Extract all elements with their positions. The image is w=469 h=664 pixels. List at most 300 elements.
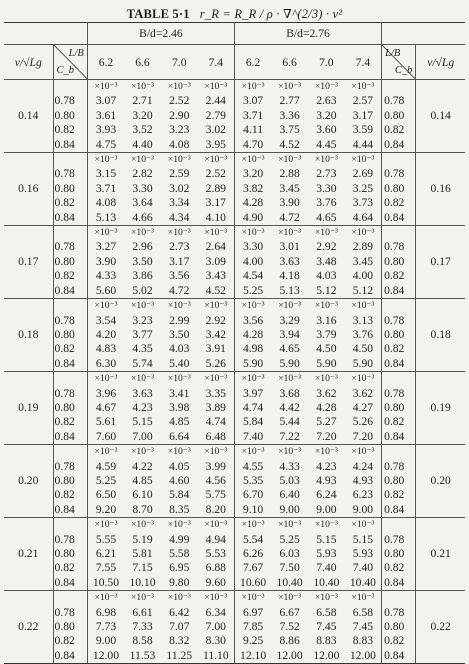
unit-label: ×10⁻³ bbox=[204, 592, 228, 604]
data-row bbox=[4, 211, 465, 226]
resistance-value: 3.77 bbox=[132, 327, 153, 341]
lb-label: L/B bbox=[68, 48, 84, 59]
data-row bbox=[4, 255, 465, 269]
unit-label: ×10⁻³ bbox=[234, 299, 271, 314]
resistance-value: 4.67 bbox=[95, 400, 117, 414]
cb-value: 0.84 bbox=[53, 576, 87, 591]
resistance-value: 4.93 bbox=[352, 473, 374, 487]
resistance-value: 4.05 bbox=[169, 459, 190, 473]
data-row bbox=[4, 182, 465, 196]
resistance-value: 7.52 bbox=[279, 620, 300, 634]
resistance-value: 3.45 bbox=[279, 181, 300, 195]
resistance-value: 3.09 bbox=[205, 254, 226, 268]
resistance-value: 2.79 bbox=[205, 108, 226, 122]
cb-value: 0.84 bbox=[53, 138, 87, 153]
resistance-value: 4.20 bbox=[95, 327, 117, 341]
resistance-value: 9.60 bbox=[198, 576, 235, 591]
resistance-value: 2.77 bbox=[279, 94, 300, 108]
resistance-value: 11.10 bbox=[198, 649, 235, 664]
resistance-value: 3.76 bbox=[316, 196, 337, 210]
resistance-value: 5.26 bbox=[198, 357, 235, 372]
resistance-value: 7.15 bbox=[132, 561, 153, 575]
resistance-value: 2.92 bbox=[316, 240, 337, 254]
resistance-value: 4.08 bbox=[95, 196, 117, 210]
cb-value-right: 0.78 bbox=[382, 167, 416, 181]
resistance-value: 4.85 bbox=[132, 473, 153, 487]
resistance-value: 3.79 bbox=[316, 327, 337, 341]
resistance-value: 2.96 bbox=[132, 240, 153, 254]
unit-label: ×10⁻³ bbox=[351, 592, 375, 604]
cb-value: 0.78 bbox=[53, 533, 87, 547]
resistance-value: 6.48 bbox=[198, 430, 235, 445]
unit-label: ×10⁻³ bbox=[314, 154, 338, 166]
resistance-value: 4.90 bbox=[234, 211, 271, 226]
unit-row bbox=[4, 591, 465, 606]
resistance-value: 4.72 bbox=[271, 211, 308, 226]
resistance-value: 3.20 bbox=[234, 167, 271, 181]
data-row bbox=[4, 488, 465, 502]
resistance-value: 2.89 bbox=[352, 240, 374, 254]
resistance-value: 9.00 bbox=[345, 503, 382, 518]
table-title-formula: r_R = R_R / ρ · ∇^(2/3) · v² bbox=[199, 7, 343, 21]
cb-value: 0.78 bbox=[53, 314, 87, 328]
resistance-value: 3.52 bbox=[132, 123, 153, 137]
cb-value: 0.84 bbox=[53, 357, 87, 372]
resistance-value: 4.52 bbox=[271, 138, 308, 153]
resistance-value: 3.17 bbox=[352, 108, 374, 122]
resistance-value: 3.35 bbox=[205, 386, 226, 400]
data-row bbox=[4, 474, 465, 488]
cb-value: 0.84 bbox=[53, 649, 87, 664]
group-header-bd-2-46: B/d=2.46 bbox=[87, 23, 234, 45]
lb-label: L/B bbox=[385, 48, 401, 59]
cb-value: 0.78 bbox=[53, 606, 87, 620]
v-value-cell: 0.22 bbox=[4, 591, 53, 664]
data-row bbox=[4, 620, 465, 634]
unit-label: ×10⁻³ bbox=[131, 592, 154, 604]
resistance-value: 4.03 bbox=[316, 269, 337, 283]
resistance-value: 3.76 bbox=[352, 327, 374, 341]
resistance-value: 8.83 bbox=[352, 634, 374, 648]
resistance-value: 3.23 bbox=[132, 313, 153, 327]
resistance-value: 6.50 bbox=[95, 488, 117, 502]
unit-row bbox=[4, 153, 465, 168]
resistance-value: 4.00 bbox=[352, 269, 374, 283]
cb-value: 0.82 bbox=[53, 561, 87, 575]
data-row bbox=[4, 547, 465, 561]
resistance-value: 3.15 bbox=[95, 167, 117, 181]
resistance-value: 5.44 bbox=[279, 415, 300, 429]
resistance-value: 7.20 bbox=[345, 430, 382, 445]
resistance-value: 7.00 bbox=[124, 430, 161, 445]
cb-cell-empty-right bbox=[382, 153, 416, 168]
unit-label: ×10⁻³ bbox=[204, 154, 228, 166]
unit-label: ×10⁻³ bbox=[167, 154, 191, 166]
resistance-value: 4.28 bbox=[234, 328, 271, 342]
resistance-value: 5.13 bbox=[271, 284, 308, 299]
resistance-value: 3.50 bbox=[169, 327, 190, 341]
data-row bbox=[4, 533, 465, 547]
cb-value-right: 0.80 bbox=[382, 255, 416, 269]
resistance-value: 3.63 bbox=[132, 386, 153, 400]
unit-label: ×10⁻³ bbox=[278, 446, 302, 458]
resistance-value: 6.23 bbox=[352, 488, 374, 502]
resistance-value: 5.13 bbox=[87, 211, 124, 226]
resistance-value: 10.50 bbox=[87, 576, 124, 591]
resistance-value: 5.15 bbox=[352, 532, 374, 546]
unit-label: ×10⁻³ bbox=[167, 446, 191, 458]
resistance-value: 4.00 bbox=[234, 255, 271, 269]
v-value-cell: 0.20 bbox=[4, 445, 53, 518]
resistance-value: 5.25 bbox=[279, 532, 300, 546]
cb-cell-empty-right bbox=[382, 591, 416, 606]
unit-label: ×10⁻³ bbox=[351, 373, 375, 385]
resistance-value: 6.88 bbox=[205, 561, 226, 575]
unit-label: ×10⁻³ bbox=[314, 373, 338, 385]
resistance-value: 3.89 bbox=[205, 400, 226, 414]
cb-value-right: 0.82 bbox=[382, 634, 416, 648]
v-value-cell: 0.14 bbox=[4, 80, 53, 153]
cb-value-right: 0.78 bbox=[382, 314, 416, 328]
data-row bbox=[4, 196, 465, 210]
resistance-value: 4.03 bbox=[169, 342, 190, 356]
resistance-value: 4.83 bbox=[95, 342, 117, 356]
v-value-cell-right: 0.22 bbox=[416, 591, 465, 664]
resistance-value: 3.62 bbox=[352, 386, 374, 400]
data-row bbox=[4, 503, 465, 518]
table-title bbox=[0, 6, 469, 22]
cb-cell-empty bbox=[53, 372, 87, 387]
unit-label: ×10⁻³ bbox=[204, 373, 228, 385]
cb-value-right: 0.80 bbox=[382, 109, 416, 123]
resistance-value: 6.58 bbox=[316, 605, 337, 619]
resistance-value: 4.56 bbox=[205, 473, 226, 487]
resistance-value: 3.94 bbox=[279, 327, 300, 341]
resistance-value: 11.53 bbox=[124, 649, 161, 664]
resistance-value: 4.33 bbox=[279, 459, 300, 473]
unit-label: ×10⁻³ bbox=[204, 446, 228, 458]
resistance-value: 8.32 bbox=[169, 634, 190, 648]
resistance-value: 9.00 bbox=[308, 503, 345, 518]
cb-value: 0.82 bbox=[53, 196, 87, 210]
resistance-value: 4.42 bbox=[279, 400, 300, 414]
lb-value-header: 7.0 bbox=[308, 45, 345, 80]
resistance-value: 4.28 bbox=[234, 196, 271, 210]
resistance-value: 5.53 bbox=[205, 547, 226, 560]
resistance-value: 6.24 bbox=[316, 488, 337, 502]
resistance-value: 5.54 bbox=[234, 533, 271, 547]
header-row-lb bbox=[4, 45, 465, 80]
data-row bbox=[4, 167, 465, 181]
resistance-value: 6.70 bbox=[234, 488, 271, 502]
cb-value: 0.82 bbox=[53, 342, 87, 356]
resistance-value: 6.64 bbox=[161, 430, 198, 445]
cb-label: C_b bbox=[394, 65, 413, 76]
resistance-value: 2.71 bbox=[132, 94, 153, 108]
resistance-value: 3.43 bbox=[205, 269, 226, 283]
cb-cell-empty-right bbox=[382, 372, 416, 387]
resistance-value: 8.83 bbox=[316, 634, 337, 648]
unit-label: ×10⁻³ bbox=[94, 154, 118, 166]
unit-label: ×10⁻³ bbox=[278, 300, 302, 312]
resistance-value: 12.00 bbox=[308, 649, 345, 664]
resistance-value: 7.67 bbox=[234, 561, 271, 575]
cb-value: 0.80 bbox=[53, 182, 87, 196]
v-value-cell-right: 0.18 bbox=[416, 299, 465, 372]
data-row bbox=[4, 430, 465, 445]
resistance-value: 6.03 bbox=[279, 547, 300, 560]
data-row bbox=[4, 314, 465, 328]
resistance-value: 4.66 bbox=[124, 211, 161, 226]
data-row bbox=[4, 138, 465, 153]
v-column-header-right: v/√Lg bbox=[416, 45, 465, 80]
resistance-value: 5.03 bbox=[279, 473, 300, 487]
unit-label: ×10⁻³ bbox=[314, 227, 338, 239]
v-value-cell: 0.18 bbox=[4, 299, 53, 372]
resistance-value: 4.40 bbox=[124, 138, 161, 153]
resistance-value: 2.88 bbox=[279, 167, 300, 181]
header-row-groups bbox=[4, 23, 465, 45]
resistance-value: 3.93 bbox=[95, 123, 117, 137]
resistance-value: 3.30 bbox=[234, 240, 271, 254]
unit-label: ×10⁻³ bbox=[131, 373, 154, 385]
resistance-value: 6.67 bbox=[279, 605, 300, 619]
resistance-value: 2.59 bbox=[169, 167, 190, 181]
data-row bbox=[4, 576, 465, 591]
cb-value: 0.84 bbox=[53, 503, 87, 518]
cb-value: 0.80 bbox=[53, 547, 87, 561]
resistance-value: 3.20 bbox=[316, 108, 337, 122]
cb-cell-empty bbox=[53, 80, 87, 95]
resistance-value: 3.50 bbox=[132, 254, 153, 268]
unit-label: ×10⁻³ bbox=[314, 592, 338, 604]
resistance-value: 7.45 bbox=[316, 620, 337, 634]
resistance-value: 6.61 bbox=[132, 605, 153, 619]
resistance-value: 3.91 bbox=[205, 342, 226, 356]
cb-value: 0.80 bbox=[53, 474, 87, 488]
cb-value: 0.78 bbox=[53, 167, 87, 181]
resistance-value: 4.98 bbox=[234, 342, 271, 356]
v-value-cell: 0.17 bbox=[4, 226, 53, 299]
resistance-value: 4.72 bbox=[161, 284, 198, 299]
resistance-value: 10.40 bbox=[345, 576, 382, 591]
unit-label: ×10⁻³ bbox=[94, 81, 118, 92]
v-value-cell: 0.19 bbox=[4, 372, 53, 445]
resistance-value: 5.90 bbox=[271, 357, 308, 372]
resistance-value: 9.00 bbox=[95, 634, 117, 648]
cb-value-right: 0.82 bbox=[382, 196, 416, 210]
lb-value-header: 6.6 bbox=[124, 45, 161, 80]
unit-row bbox=[4, 518, 465, 533]
cb-cell-empty bbox=[53, 591, 87, 606]
resistance-value: 4.75 bbox=[87, 138, 124, 153]
resistance-value: 7.00 bbox=[205, 620, 226, 634]
resistance-value: 4.10 bbox=[198, 211, 235, 226]
resistance-value: 5.93 bbox=[316, 547, 337, 560]
resistance-value: 4.59 bbox=[95, 459, 117, 473]
resistance-value: 9.00 bbox=[271, 503, 308, 518]
resistance-value: 4.74 bbox=[205, 415, 226, 429]
unit-label: ×10⁻³ bbox=[167, 81, 191, 92]
resistance-value: 4.18 bbox=[279, 269, 300, 283]
resistance-value: 4.08 bbox=[161, 138, 198, 153]
unit-row bbox=[4, 80, 465, 95]
resistance-value: 3.30 bbox=[316, 181, 337, 195]
v-value-cell-right: 0.17 bbox=[416, 226, 465, 299]
resistance-value: 6.97 bbox=[234, 606, 271, 620]
resistance-value: 6.58 bbox=[352, 605, 374, 619]
resistance-value: 4.65 bbox=[279, 342, 300, 356]
cb-cell-empty-right bbox=[382, 226, 416, 241]
lb-value-header: 6.2 bbox=[234, 45, 271, 80]
resistance-value: 8.30 bbox=[205, 634, 226, 648]
resistance-value: 5.81 bbox=[132, 547, 153, 560]
resistance-value: 3.41 bbox=[169, 386, 190, 400]
resistance-value: 6.26 bbox=[234, 547, 271, 561]
resistance-value: 4.45 bbox=[308, 138, 345, 153]
resistance-value: 5.60 bbox=[87, 284, 124, 299]
data-row bbox=[4, 109, 465, 123]
cb-value-right: 0.84 bbox=[382, 211, 416, 226]
data-row bbox=[4, 240, 465, 254]
resistance-value: 5.84 bbox=[169, 488, 190, 502]
unit-label: ×10⁻³ bbox=[351, 154, 375, 166]
resistance-value: 5.58 bbox=[169, 547, 190, 560]
cb-value-right: 0.78 bbox=[382, 387, 416, 401]
resistance-value: 2.64 bbox=[205, 240, 226, 254]
cb-value: 0.78 bbox=[53, 460, 87, 474]
resistance-value: 10.60 bbox=[234, 576, 271, 591]
unit-label: ×10⁻³ bbox=[278, 227, 302, 239]
cb-value: 0.84 bbox=[53, 211, 87, 226]
cb-cell-empty bbox=[53, 226, 87, 241]
unit-label: ×10⁻³ bbox=[94, 227, 118, 239]
cb-cell-empty-right bbox=[382, 299, 416, 314]
resistance-value: 3.60 bbox=[316, 123, 337, 137]
resistance-value: 4.94 bbox=[205, 532, 226, 546]
resistance-value: 4.23 bbox=[132, 400, 153, 414]
data-row bbox=[4, 606, 465, 620]
resistance-value: 2.44 bbox=[205, 94, 226, 108]
resistance-value: 2.52 bbox=[169, 94, 190, 108]
resistance-value: 7.55 bbox=[95, 561, 117, 575]
cb-value-right: 0.84 bbox=[382, 430, 416, 445]
cb-value: 0.80 bbox=[53, 255, 87, 269]
resistance-value: 3.17 bbox=[205, 196, 226, 210]
resistance-value: 12.00 bbox=[87, 649, 124, 664]
resistance-value: 7.45 bbox=[352, 620, 374, 634]
unit-label: ×10⁻³ bbox=[94, 592, 118, 604]
resistance-value: 7.33 bbox=[132, 620, 153, 634]
resistance-value: 4.28 bbox=[316, 400, 337, 414]
v-value-cell-right: 0.16 bbox=[416, 153, 465, 226]
data-row bbox=[4, 561, 465, 575]
resistance-value: 5.15 bbox=[132, 415, 153, 429]
unit-label: ×10⁻³ bbox=[131, 81, 154, 92]
unit-label: ×10⁻³ bbox=[131, 300, 154, 312]
unit-label: ×10⁻³ bbox=[234, 518, 271, 533]
resistance-value: 5.27 bbox=[316, 415, 337, 429]
resistance-value: 5.26 bbox=[352, 415, 374, 429]
cb-value: 0.78 bbox=[53, 240, 87, 254]
lb-value-header: 7.0 bbox=[161, 45, 198, 80]
cb-cell-empty bbox=[53, 153, 87, 168]
resistance-value: 7.40 bbox=[234, 430, 271, 445]
unit-label: ×10⁻³ bbox=[351, 227, 375, 239]
resistance-value: 3.34 bbox=[169, 196, 190, 210]
v-value-cell-right: 0.21 bbox=[416, 518, 465, 591]
unit-label: ×10⁻³ bbox=[167, 592, 191, 604]
cb-cell-empty bbox=[53, 445, 87, 460]
resistance-value: 3.98 bbox=[169, 400, 190, 414]
unit-label: ×10⁻³ bbox=[167, 519, 191, 531]
table-body bbox=[4, 23, 465, 664]
resistance-value: 4.93 bbox=[316, 473, 337, 487]
table-title-label: TABLE 5·1 bbox=[126, 7, 190, 21]
resistance-value: 10.40 bbox=[271, 576, 308, 591]
resistance-value: 4.54 bbox=[234, 269, 271, 283]
unit-label: ×10⁻³ bbox=[234, 445, 271, 460]
cb-value-right: 0.80 bbox=[382, 401, 416, 415]
resistance-value: 3.90 bbox=[95, 254, 117, 268]
cb-value-right: 0.78 bbox=[382, 94, 416, 108]
cb-value-right: 0.78 bbox=[382, 240, 416, 254]
resistance-value: 3.07 bbox=[95, 94, 117, 108]
cb-value-right: 0.84 bbox=[382, 503, 416, 518]
group-header-bd-2-76: B/d=2.76 bbox=[234, 23, 381, 45]
resistance-value: 2.82 bbox=[132, 167, 153, 181]
resistance-value: 4.22 bbox=[132, 459, 153, 473]
cb-value-right: 0.84 bbox=[382, 284, 416, 299]
resistance-value: 2.92 bbox=[205, 313, 226, 327]
resistance-value: 3.64 bbox=[132, 196, 153, 210]
resistance-value: 3.36 bbox=[279, 108, 300, 122]
resistance-value: 5.90 bbox=[308, 357, 345, 372]
resistance-value: 3.71 bbox=[95, 181, 117, 195]
unit-label: ×10⁻³ bbox=[94, 300, 118, 312]
resistance-value: 5.12 bbox=[345, 284, 382, 299]
cb-value-right: 0.78 bbox=[382, 460, 416, 474]
unit-label: ×10⁻³ bbox=[167, 300, 191, 312]
cb-cell-empty-right bbox=[382, 445, 416, 460]
resistance-value: 5.84 bbox=[234, 415, 271, 429]
lb-value-header: 7.4 bbox=[198, 45, 235, 80]
unit-label: ×10⁻³ bbox=[167, 227, 191, 239]
v-value-cell: 0.21 bbox=[4, 518, 53, 591]
resistance-value: 4.74 bbox=[234, 401, 271, 415]
unit-label: ×10⁻³ bbox=[94, 373, 118, 385]
resistance-value: 3.61 bbox=[95, 108, 117, 122]
lb-cb-diagonal-header-right bbox=[382, 45, 416, 80]
unit-label: ×10⁻³ bbox=[204, 300, 228, 312]
unit-label: ×10⁻³ bbox=[131, 227, 154, 239]
resistance-value: 7.07 bbox=[169, 620, 190, 634]
resistance-value: 6.42 bbox=[169, 605, 190, 619]
cb-value: 0.82 bbox=[53, 269, 87, 283]
data-row bbox=[4, 342, 465, 356]
resistance-value: 8.70 bbox=[124, 503, 161, 518]
cb-value-right: 0.82 bbox=[382, 488, 416, 502]
resistance-value: 3.73 bbox=[352, 196, 374, 210]
cb-value: 0.78 bbox=[53, 94, 87, 108]
resistance-value: 8.35 bbox=[161, 503, 198, 518]
resistance-value: 5.55 bbox=[95, 532, 117, 546]
cb-value-right: 0.80 bbox=[382, 182, 416, 196]
resistance-value: 6.34 bbox=[205, 605, 226, 619]
resistance-value: 5.90 bbox=[345, 357, 382, 372]
unit-label: ×10⁻³ bbox=[234, 591, 271, 606]
resistance-value: 3.02 bbox=[169, 181, 190, 195]
